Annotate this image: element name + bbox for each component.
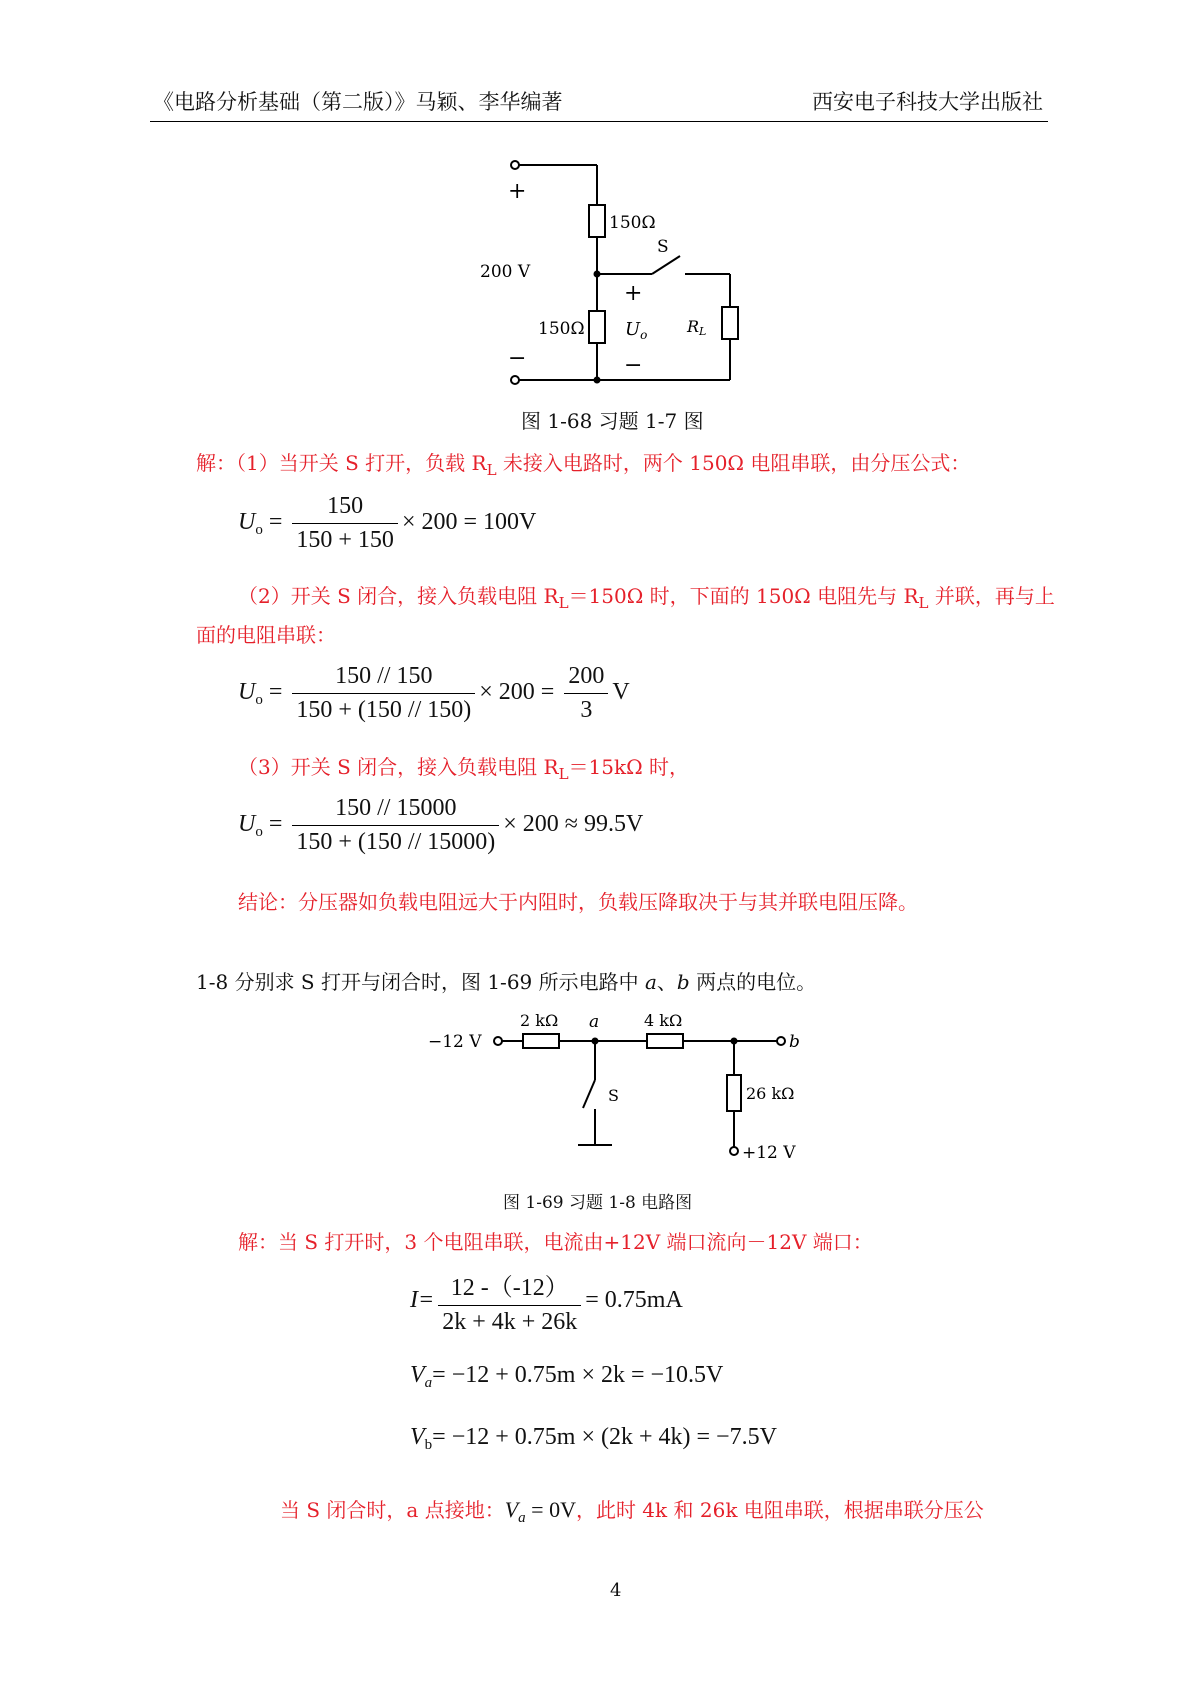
figure-1-68-caption: 图 1-68 习题 1-7 图 bbox=[521, 409, 704, 433]
header-right: 西安电子科技大学出版社 bbox=[812, 90, 1043, 114]
label-r2: 150Ω bbox=[538, 319, 585, 339]
terminal-top bbox=[511, 161, 519, 169]
terminal-plus12 bbox=[730, 1147, 738, 1155]
label-minus12v: −12 V bbox=[428, 1032, 482, 1052]
figure-1-68-circuit bbox=[480, 150, 760, 390]
page-number: 4 bbox=[610, 1580, 622, 1601]
label-switch: S bbox=[657, 237, 669, 257]
sol18-paragraph-1: 解：当 S 打开时，3 个电阻串联，电流由+12V 端口流向－12V 端口： bbox=[238, 1230, 873, 1254]
resistor-2k bbox=[523, 1034, 559, 1048]
sol17-paragraph-1: 解：（1）当开关 S 打开，负载 $R_L$ 未接入电路时，两个 150Ω 电阻串联，由分压公式： bbox=[196, 451, 971, 479]
sol18-paragraph-2: 当 S 闭合时，a 点接地：$V_a = 0V$，此时 4k 和 26k 电阻串联，根据串联分压公 bbox=[280, 1497, 984, 1526]
sol17-equation-1: $U_o$ = $\frac{150}{150 + 150}$ × 200 = 100V bbox=[238, 493, 537, 553]
label-plus-top: + bbox=[508, 179, 527, 204]
sol17-paragraph-2: （2）开关 S 闭合，接入负载电阻 $R_L=150\Omega$ 时，下面的 150Ω 电阻先与 $R_L$ 并联，再与上 bbox=[238, 584, 1055, 612]
sol18-equation-i: I= $\frac{12 -(-12)}{2k + 4k + 26k}$ = 0.75mA bbox=[410, 1267, 683, 1336]
sol17-equation-3: $U_o$ = $\frac{150 // 15000}{150 + (150 // 15000)}$ × 200 ≈ 99.5V bbox=[238, 795, 644, 855]
label-rl: RL bbox=[687, 317, 707, 338]
sol18-equation-vb: $V_b= -12 + 0.75m \times (2k + 4k) = -7.5V$ bbox=[410, 1424, 777, 1453]
resistor-150-bottom bbox=[589, 311, 605, 343]
label-r1: 150Ω bbox=[609, 213, 656, 233]
label-source: 200 V bbox=[480, 262, 531, 282]
label-minus-out: − bbox=[624, 353, 643, 378]
label-2k: 2 kΩ bbox=[520, 1011, 559, 1030]
sol17-conclusion: 结论：分压器如负载电阻远大于内阻时，负载压降取决于与其并联电阻压降。 bbox=[238, 890, 918, 914]
label-plus-out: + bbox=[624, 281, 643, 306]
figure-1-69-caption: 图 1-69 习题 1-8 电路图 bbox=[503, 1193, 693, 1213]
header-rule bbox=[150, 121, 1048, 122]
header-left: 《电路分析基础（第二版）》马颖、李华编著 bbox=[153, 90, 563, 114]
resistor-rl bbox=[722, 307, 738, 339]
sol17-paragraph-2b: 面的电阻串联： bbox=[196, 623, 336, 647]
label-node-b: b bbox=[789, 1032, 800, 1052]
sol17-equation-2: $U_o$ = $\frac{150 // 150}{150 + (150 // 150)}$ × 200 = $\frac{200}{3}$ V bbox=[238, 663, 630, 723]
label-26k: 26 kΩ bbox=[746, 1084, 795, 1103]
terminal-b bbox=[777, 1037, 785, 1045]
label-switch-s2: S bbox=[608, 1086, 619, 1105]
label-uo: $U_o$ bbox=[625, 319, 648, 342]
switch-s2 bbox=[583, 1080, 595, 1108]
label-node-a: a bbox=[589, 1012, 600, 1032]
figure-1-69-circuit bbox=[420, 1005, 840, 1175]
label-plus12v: +12 V bbox=[742, 1143, 796, 1163]
resistor-26k bbox=[727, 1075, 741, 1111]
label-4k: 4 kΩ bbox=[644, 1011, 683, 1030]
problem-1-8: 1-8 分别求 S 打开与闭合时，图 1-69 所示电路中 a、b 两点的电位。 bbox=[196, 970, 817, 994]
resistor-150-top bbox=[589, 205, 605, 237]
terminal-bottom bbox=[511, 376, 519, 384]
label-minus-left: − bbox=[508, 346, 527, 371]
sol17-paragraph-3: （3）开关 S 闭合，接入负载电阻 $R_L=15k\Omega$ 时， bbox=[238, 755, 690, 783]
switch-s bbox=[652, 256, 680, 274]
sol18-equation-va: $V_a= -12 + 0.75m \times 2k = -10.5V$ bbox=[410, 1362, 724, 1391]
resistor-4k bbox=[647, 1034, 683, 1048]
terminal-minus12 bbox=[494, 1037, 502, 1045]
